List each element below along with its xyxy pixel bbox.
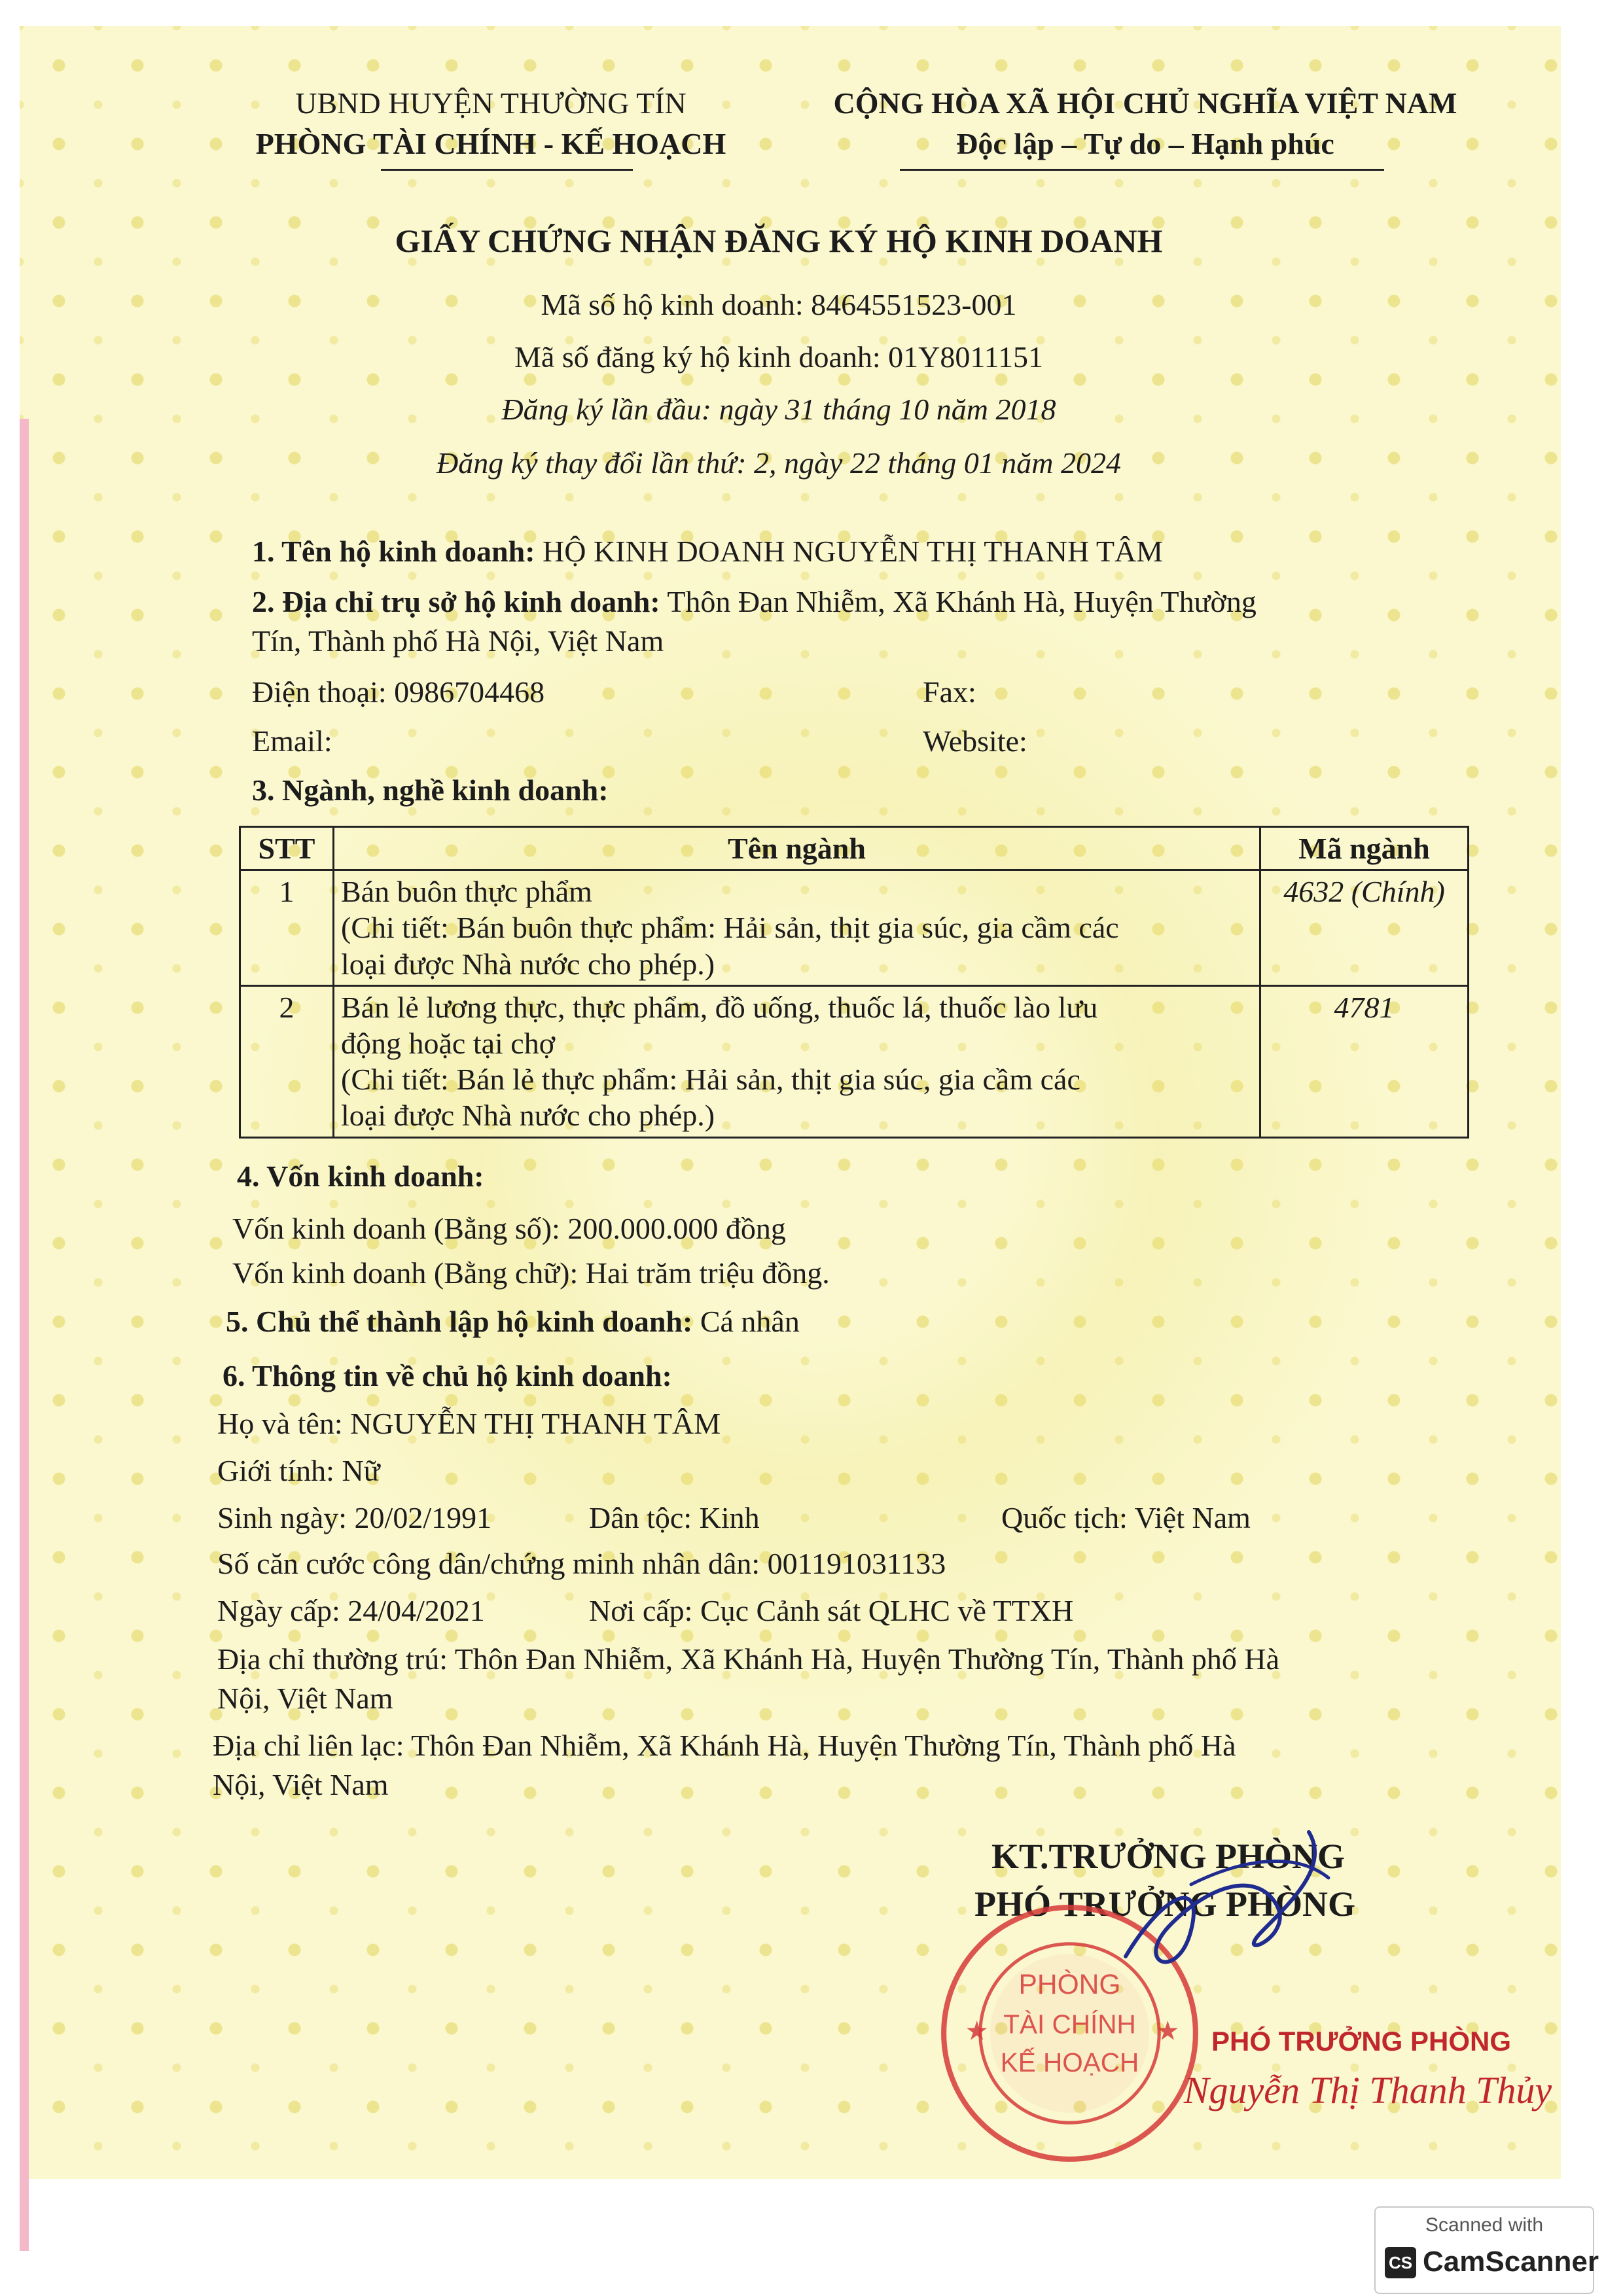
svg-text:TÀI CHÍNH: TÀI CHÍNH [1003,2009,1136,2040]
owner-ethnicity: Dân tộc: Kinh [589,1501,760,1534]
business-code: Mã số hộ kinh doanh: 8464551523-001 [541,288,1017,321]
national-motto: Độc lập – Tự do – Hạnh phúc [956,127,1334,160]
svg-text:KẾ HOẠCH: KẾ HOẠCH [1000,2047,1139,2078]
row-name-line: động hoặc tại chợ [341,1026,556,1060]
owner-id-issue-date: Ngày cấp: 24/04/2021 [217,1594,485,1627]
phone: Điện thoại: 0986704468 [252,675,545,709]
handwritten-signature [1113,1793,1479,2041]
capital-number: Vốn kinh doanh (Bằng số): 200.000.000 đồng [232,1212,786,1245]
header-right-underline [900,169,1384,171]
contact-address-line-2: Nội, Việt Nam [213,1768,389,1801]
section-2 [252,584,1257,620]
row-code: 4632 (Chính) [1260,870,1469,986]
address-line-2: Tín, Thành phố Hà Nội, Việt Nam [252,624,664,658]
business-name: HỘ KINH DOANH NGUYỄN THỊ THANH TÂM [543,535,1164,568]
signature-title-2: PHÓ TRƯỞNG PHÒNG [974,1884,1355,1924]
table-row [240,870,1469,986]
founder-type: Cá nhân [700,1305,800,1338]
header-stt: STT [240,827,334,870]
row-name [334,985,1260,1137]
camscanner-logo-icon: CS [1385,2247,1416,2278]
section-3-label: 3. Ngành, nghề kinh doanh: [252,773,609,807]
section-4-label: 4. Vốn kinh doanh: [237,1159,484,1193]
section-2-label: 2. Địa chỉ trụ sở hộ kinh doanh: [252,585,660,618]
row-name [334,870,1260,986]
change-registration-date: Đăng ký thay đổi lần thứ: 2, ngày 22 tháng 01 năm 2024 [437,446,1121,480]
owner-gender: Giới tính: Nữ [217,1454,380,1487]
camscanner-brand: CamScanner [1423,2246,1599,2278]
section-6-label: 6. Thông tin về chủ hộ kinh doanh: [223,1359,672,1392]
address-line-1: Thôn Đan Nhiễm, Xã Khánh Hà, Huyện Thường [667,585,1257,618]
signer-name: Nguyễn Thị Thanh Thủy [1183,2069,1552,2111]
header-code: Mã ngành [1260,827,1469,870]
camscanner-caption: Scanned with [1425,2214,1544,2236]
svg-text:★: ★ [965,2015,989,2046]
owner-id-number: Số căn cước công dân/chứng minh nhân dân: 001191031133 [217,1547,946,1580]
section-5-label: 5. Chủ thể thành lập hộ kinh doanh: [226,1305,693,1338]
svg-text:PHÒNG: PHÒNG [1018,1969,1121,2000]
section-5 [226,1303,800,1339]
table-row [240,985,1469,1137]
section-1-label: 1. Tên hộ kinh doanh: [252,535,535,568]
header-name: Tên ngành [334,827,1260,870]
signature-title-1: KT.TRƯỞNG PHÒNG [991,1837,1345,1876]
stamp-title: PHÓ TRƯỞNG PHÒNG [1211,2026,1512,2057]
issuing-authority: UBND HUYỆN THƯỜNG TÍN [295,86,687,120]
registration-code: Mã số đăng ký hộ kinh doanh: 01Y8011151 [514,340,1043,374]
section-1 [252,533,1163,569]
row-stt: 2 [240,985,334,1137]
permanent-address-line-1: Địa chỉ thường trú: Thôn Đan Nhiễm, Xã Khánh Hà, Huyện Thường Tín, Thành phố Hà [217,1642,1280,1676]
owner-nationality: Quốc tịch: Việt Nam [1001,1501,1251,1534]
email: Email: [252,724,332,758]
row-stt: 1 [240,870,334,986]
business-lines-table [239,826,1469,1139]
row-code: 4781 [1260,985,1469,1137]
owner-id-issue-place: Nơi cấp: Cục Cảnh sát QLHC về TTXH [589,1594,1074,1627]
owner-name: Họ và tên: NGUYỄN THỊ THANH TÂM [217,1407,721,1440]
header-left-underline [381,169,633,171]
website: Website: [923,724,1027,758]
certificate-title: GIẤY CHỨNG NHẬN ĐĂNG KÝ HỘ KINH DOANH [395,222,1163,259]
row-detail-line: loại được Nhà nước cho phép.) [341,947,715,981]
owner-birth-date: Sinh ngày: 20/02/1991 [217,1501,492,1534]
row-detail-line: loại được Nhà nước cho phép.) [341,1099,715,1133]
first-registration-date: Đăng ký lần đầu: ngày 31 tháng 10 năm 2018 [501,393,1056,426]
table-header-row [240,827,1469,870]
national-title: CỘNG HÒA XÃ HỘI CHỦ NGHĨA VIỆT NAM [833,86,1457,120]
row-name-line: Bán buôn thực phẩm [341,875,592,909]
camscanner-badge [1374,2206,1599,2294]
capital-words: Vốn kinh doanh (Bằng chữ): Hai trăm triệu đồng. [232,1256,830,1290]
svg-text:★: ★ [1156,2015,1180,2046]
fax: Fax: [923,675,976,709]
permanent-address-line-2: Nội, Việt Nam [217,1682,393,1715]
contact-address-line-1: Địa chỉ liên lạc: Thôn Đan Nhiễm, Xã Khánh Hà, Huyện Thường Tín, Thành phố Hà [213,1729,1236,1762]
row-detail-line: (Chi tiết: Bán buôn thực phẩm: Hải sản, thịt gia súc, gia cầm các [341,911,1119,945]
issuing-department: PHÒNG TÀI CHÍNH - KẾ HOẠCH [255,127,726,160]
paper-edge [20,419,29,2251]
row-detail-line: (Chi tiết: Bán lẻ thực phẩm: Hải sản, thịt gia súc, gia cầm các [341,1063,1080,1097]
row-name-line: Bán lẻ lương thực, thực phẩm, đồ uống, thuốc lá, thuốc lào lưu [341,990,1098,1024]
